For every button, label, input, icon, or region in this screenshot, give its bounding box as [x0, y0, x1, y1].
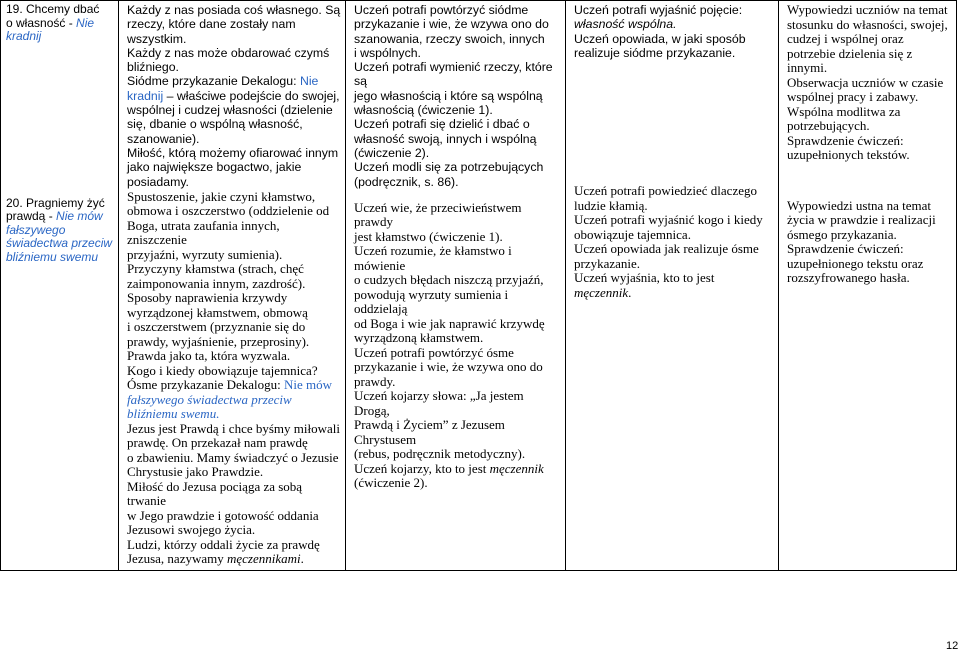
- requirement-line: Uczeń potrafi wyjaśnić pojęcie:: [574, 3, 743, 17]
- content-line: Każdy z nas posiada coś własnego. Są: [127, 3, 341, 17]
- basic-requirements-cell: [346, 1, 566, 571]
- assessment-line: potrzebie dzielenia się z: [787, 45, 913, 61]
- content-line: Chrystusie jako Prawdzie.: [127, 464, 264, 480]
- topic-20-subtitle: prawdą -: [6, 209, 57, 223]
- content-block-20: Spustoszenie, jakie czyni kłamstwo, obmowa i oszczerstwo (oddzielenie od Boga, utrata zaufania innych, zniszczenie przyjaźni, wyrzuty sumienia). Przyczyny kłamstwa (strach, chęć zaimponowania innym, zazdrość). Sposoby naprawienia krzywdy wyrządzonej kłamstwem, obmową i oszczerstwem (przyznanie się do prawdy, wyjaśnienie, przeprosiny). Prawda jako ta, która wyzwala. Kogo i kiedy obowiązuje tajemnica? Ósme przykazanie Dekalogu: Nie mów fałszywego świadectwa przeciw bliźniemu swemu. Jezus jest Prawdą i chce byśmy miłowali prawdę. On przekazał nam prawdę o zbawieniu. Mamy świadczyć o Jezusie Chrystusie jako Prawdzie. Miłość do Jezusa pociąga za sobą trwanie w Jego prawdzie i gotowość oddania Jezusowi swojego życia. Ludzi, którzy oddali życie za prawdę Jezusa, nazywamy męczennikami.: [127, 188, 341, 567]
- assessment-line: Sprawdzenie ćwiczeń:: [787, 132, 904, 148]
- content-line: Prawda jako ta, która wyzwala.: [127, 348, 291, 364]
- commandment-quote: bliźniemu swemu: [6, 249, 99, 264]
- emphasized-term: męczennik: [574, 284, 629, 300]
- topic-20: [6, 197, 114, 265]
- requirement-line: Uczeń wie, że przeciwieństwem prawdy: [354, 199, 522, 230]
- requirement-line: Uczeń potrafi się dzielić i dbać o: [354, 117, 530, 132]
- content-line: Ósme przykazanie Dekalogu:: [127, 377, 285, 393]
- content-line: Jezusowi swojego życia.: [127, 522, 256, 538]
- content-line: Jezusa, nazywamy: [127, 551, 227, 567]
- commandment-quote: Nie: [76, 15, 95, 30]
- content-line: Jezus jest Prawdą i chce byśmy miłowali: [127, 420, 341, 436]
- topic-19-title: 19. Chcemy dbać: [6, 2, 100, 16]
- requirement-line: i wspólnych.: [354, 45, 421, 60]
- requirement-line: Uczeń potrafi powiedzieć dlaczego: [574, 183, 757, 199]
- assessment-line: innymi.: [787, 60, 828, 75]
- topic-20-title: 20. Pragniemy żyć: [6, 195, 105, 210]
- content-line: Boga, utrata zaufania innych, zniszczenie: [127, 217, 280, 248]
- assessment-line: stosunku do własności, swojej,: [787, 16, 948, 32]
- content-line: i oszczerstwem (przyznanie się do: [127, 319, 306, 335]
- assessment-line: cudzej i wspólnej oraz: [787, 31, 904, 46]
- content-line: bliźniego.: [127, 60, 179, 75]
- page-number: 12: [946, 640, 959, 652]
- requirement-line: prawdy.: [354, 373, 396, 389]
- requirement-line: własność swoją, innych i wspólną: [354, 131, 537, 146]
- content-line: Miłość do Jezusa pociąga za sobą trwanie: [127, 478, 303, 509]
- content-block-19: [127, 3, 341, 189]
- content-line: wspólnej i cudzej własności (dzielenie: [127, 103, 333, 118]
- content-line: Spustoszenie, jakie czyni kłamstwo,: [127, 188, 316, 204]
- commandment-quote: świadectwa przeciw: [6, 236, 113, 250]
- requirement-line: (ćwiczenie 2).: [354, 475, 428, 491]
- requirement-line: o cudzych błędach niszczą przyjaźń,: [354, 272, 544, 288]
- requirement-line: (podręcznik, s. 86).: [354, 174, 459, 189]
- content-line: w Jego prawdzie i gotowość oddania: [127, 507, 319, 523]
- requirement-line: Uczeń rozumie, że kłamstwo i mówienie: [354, 243, 512, 273]
- assessment-line: potrzebujących.: [787, 118, 870, 133]
- commandment-quote: Nie mów: [284, 377, 333, 393]
- content-line: Przyczyny kłamstwa (strach, chęć: [127, 261, 304, 277]
- extended-requirements-20: Uczeń potrafi powiedzieć dlaczego ludzie kłamią. Uczeń potrafi wyjaśnić kogo i kiedy obowiązuje tajemnica. Uczeń opowiada jak realizuje ósme przykazanie. Uczeń wyjaśnia, kto to jest męczennik.: [574, 184, 774, 300]
- content-line: wyrządzonej kłamstwem, obmową: [127, 304, 308, 320]
- assessment-19: [787, 3, 952, 163]
- emphasized-term: własność wspólna.: [574, 17, 677, 32]
- content-line: Każdy z nas może obdarować czymś: [127, 45, 330, 60]
- basic-requirements-20: [354, 201, 561, 491]
- assessment-line: ósmego przykazania.: [787, 226, 897, 242]
- topic-19-subtitle: o własność -: [6, 15, 77, 30]
- content-line: przyjaźni, wyrzuty sumienia).: [127, 246, 283, 262]
- content-line: Ludzi, którzy oddali życie za prawdę: [127, 536, 320, 552]
- assessment-line: życia w prawdzie i realizacji: [787, 212, 936, 227]
- commandment-quote: fałszywego świadectwa przeciw: [127, 391, 292, 407]
- requirement-line: szanowania, rzeczy swoich, innych: [354, 31, 545, 46]
- requirement-line: Uczeń opowiada, w jaki sposób: [574, 31, 746, 46]
- content-cell: [119, 1, 346, 571]
- topic-19: [6, 3, 114, 44]
- requirement-line: Uczeń potrafi powtórzyć ósme: [354, 344, 514, 360]
- assessment-line: Obserwacja uczniów w czasie: [787, 74, 944, 90]
- emphasized-term: męczennik: [489, 460, 544, 476]
- content-line: o zbawieniu. Mamy świadczyć o Jezusie: [127, 449, 339, 465]
- commandment-quote: Nie mów: [56, 209, 103, 223]
- requirement-line: obowiązuje tajemnica.: [574, 226, 691, 242]
- content-line: – właściwe podejście do swojej,: [163, 88, 340, 103]
- requirement-line: Uczeń opowiada jak realizuje ósme: [574, 241, 759, 257]
- commandment-quote: kradnij: [127, 88, 164, 103]
- requirement-line: Uczeń kojarzy słowa: „Ja jestem Drogą,: [354, 388, 524, 418]
- assessment-line: wspólnej pracy i zabawy.: [787, 89, 919, 104]
- assessment-line: uzupełnionego tekstu oraz: [787, 255, 924, 271]
- assessment-line: Wspólna modlitwa za: [787, 103, 901, 119]
- requirement-line: (ćwiczenie 2).: [354, 145, 430, 160]
- content-line: Siódme przykazanie Dekalogu:: [127, 74, 300, 89]
- topic-cell: [1, 1, 119, 571]
- requirement-line: przykazanie i wie, że wzywa ono do: [354, 359, 543, 375]
- assessment-line: Wypowiedzi ustna na temat: [787, 197, 931, 213]
- content-line: jako największe bogactwo, jakie: [127, 160, 302, 175]
- requirement-line: ludzie kłamią.: [574, 197, 648, 213]
- requirement-line: Prawdą i Życiem” z Jezusem Chrystusem: [354, 417, 505, 447]
- requirement-line: Uczeń modli się za potrzebujących: [354, 160, 544, 175]
- content-line: prawdy, wyjaśnienie, przeprosiny).: [127, 333, 310, 349]
- requirement-line: przykazanie i wie, że wzywa ono do: [354, 17, 549, 32]
- requirement-line: wyrządzoną kłamstwem.: [354, 330, 484, 346]
- requirement-line: Uczeń kojarzy, kto to jest: [354, 460, 490, 476]
- requirement-line: realizuje siódme przykazanie.: [574, 45, 736, 60]
- commandment-quote: kradnij: [6, 29, 42, 43]
- assessment-line: Sprawdzenie ćwiczeń:: [787, 241, 904, 256]
- extended-requirements-cell: [566, 1, 779, 571]
- commandment-quote: bliźniemu swemu.: [127, 406, 220, 422]
- assessment-cell: [779, 1, 957, 571]
- content-line: zaimponowania innym, zazdrość).: [127, 275, 306, 291]
- content-line: szanowanie).: [127, 131, 200, 146]
- assessment-line: rozszyfrowanego hasła.: [787, 270, 910, 285]
- requirement-line: powodują wyrzuty sumienia i oddzielają: [354, 286, 509, 317]
- requirement-line: jego własnością i które są wspólną: [354, 88, 543, 103]
- content-line: rzeczy, które dane zostały nam: [127, 17, 296, 32]
- content-line: prawdę. On przekazał nam prawdę: [127, 435, 308, 451]
- requirement-line: Uczeń potrafi wyjaśnić kogo i kiedy: [574, 212, 763, 228]
- requirement-line: jest kłamstwo (ćwiczenie 1).: [354, 228, 503, 244]
- assessment-line: uzupełnionych tekstów.: [787, 147, 910, 162]
- requirement-line: od Boga i wie jak naprawić krzywdę: [354, 315, 545, 331]
- content-line: się, dbanie o wspólną własność,: [127, 117, 303, 132]
- content-line: wszystkim.: [127, 31, 187, 46]
- assessment-line: Wypowiedzi uczniów na temat: [787, 2, 948, 17]
- basic-requirements-19: [354, 3, 561, 189]
- requirement-line: (rebus, podręcznik metodyczny).: [354, 446, 526, 462]
- commandment-quote: Nie: [299, 74, 319, 89]
- requirement-line: Uczeń potrafi powtórzyć siódme: [354, 3, 529, 17]
- requirement-line: własnością (ćwiczenie 1).: [354, 103, 493, 118]
- table-row: [1, 1, 957, 571]
- commandment-quote: fałszywego: [6, 222, 66, 237]
- content-line: Miłość, którą możemy ofiarować innym: [127, 145, 339, 160]
- requirement-line: Uczeń wyjaśnia, kto to jest: [574, 270, 715, 286]
- content-line: Kogo i kiedy obowiązuje tajemnica?: [127, 362, 318, 378]
- assessment-20: [787, 199, 952, 286]
- requirement-line: Uczeń potrafi wymienić rzeczy, które są: [354, 60, 553, 89]
- content-line: Sposoby naprawienia krzywdy: [127, 290, 288, 306]
- requirement-line: przykazanie.: [574, 255, 641, 271]
- extended-requirements-19: [574, 3, 774, 60]
- content-line: posiadamy.: [127, 174, 189, 189]
- content-line: obmowa i oszczerstwo (oddzielenie od: [127, 203, 330, 219]
- emphasized-term: męczennikami: [227, 551, 301, 567]
